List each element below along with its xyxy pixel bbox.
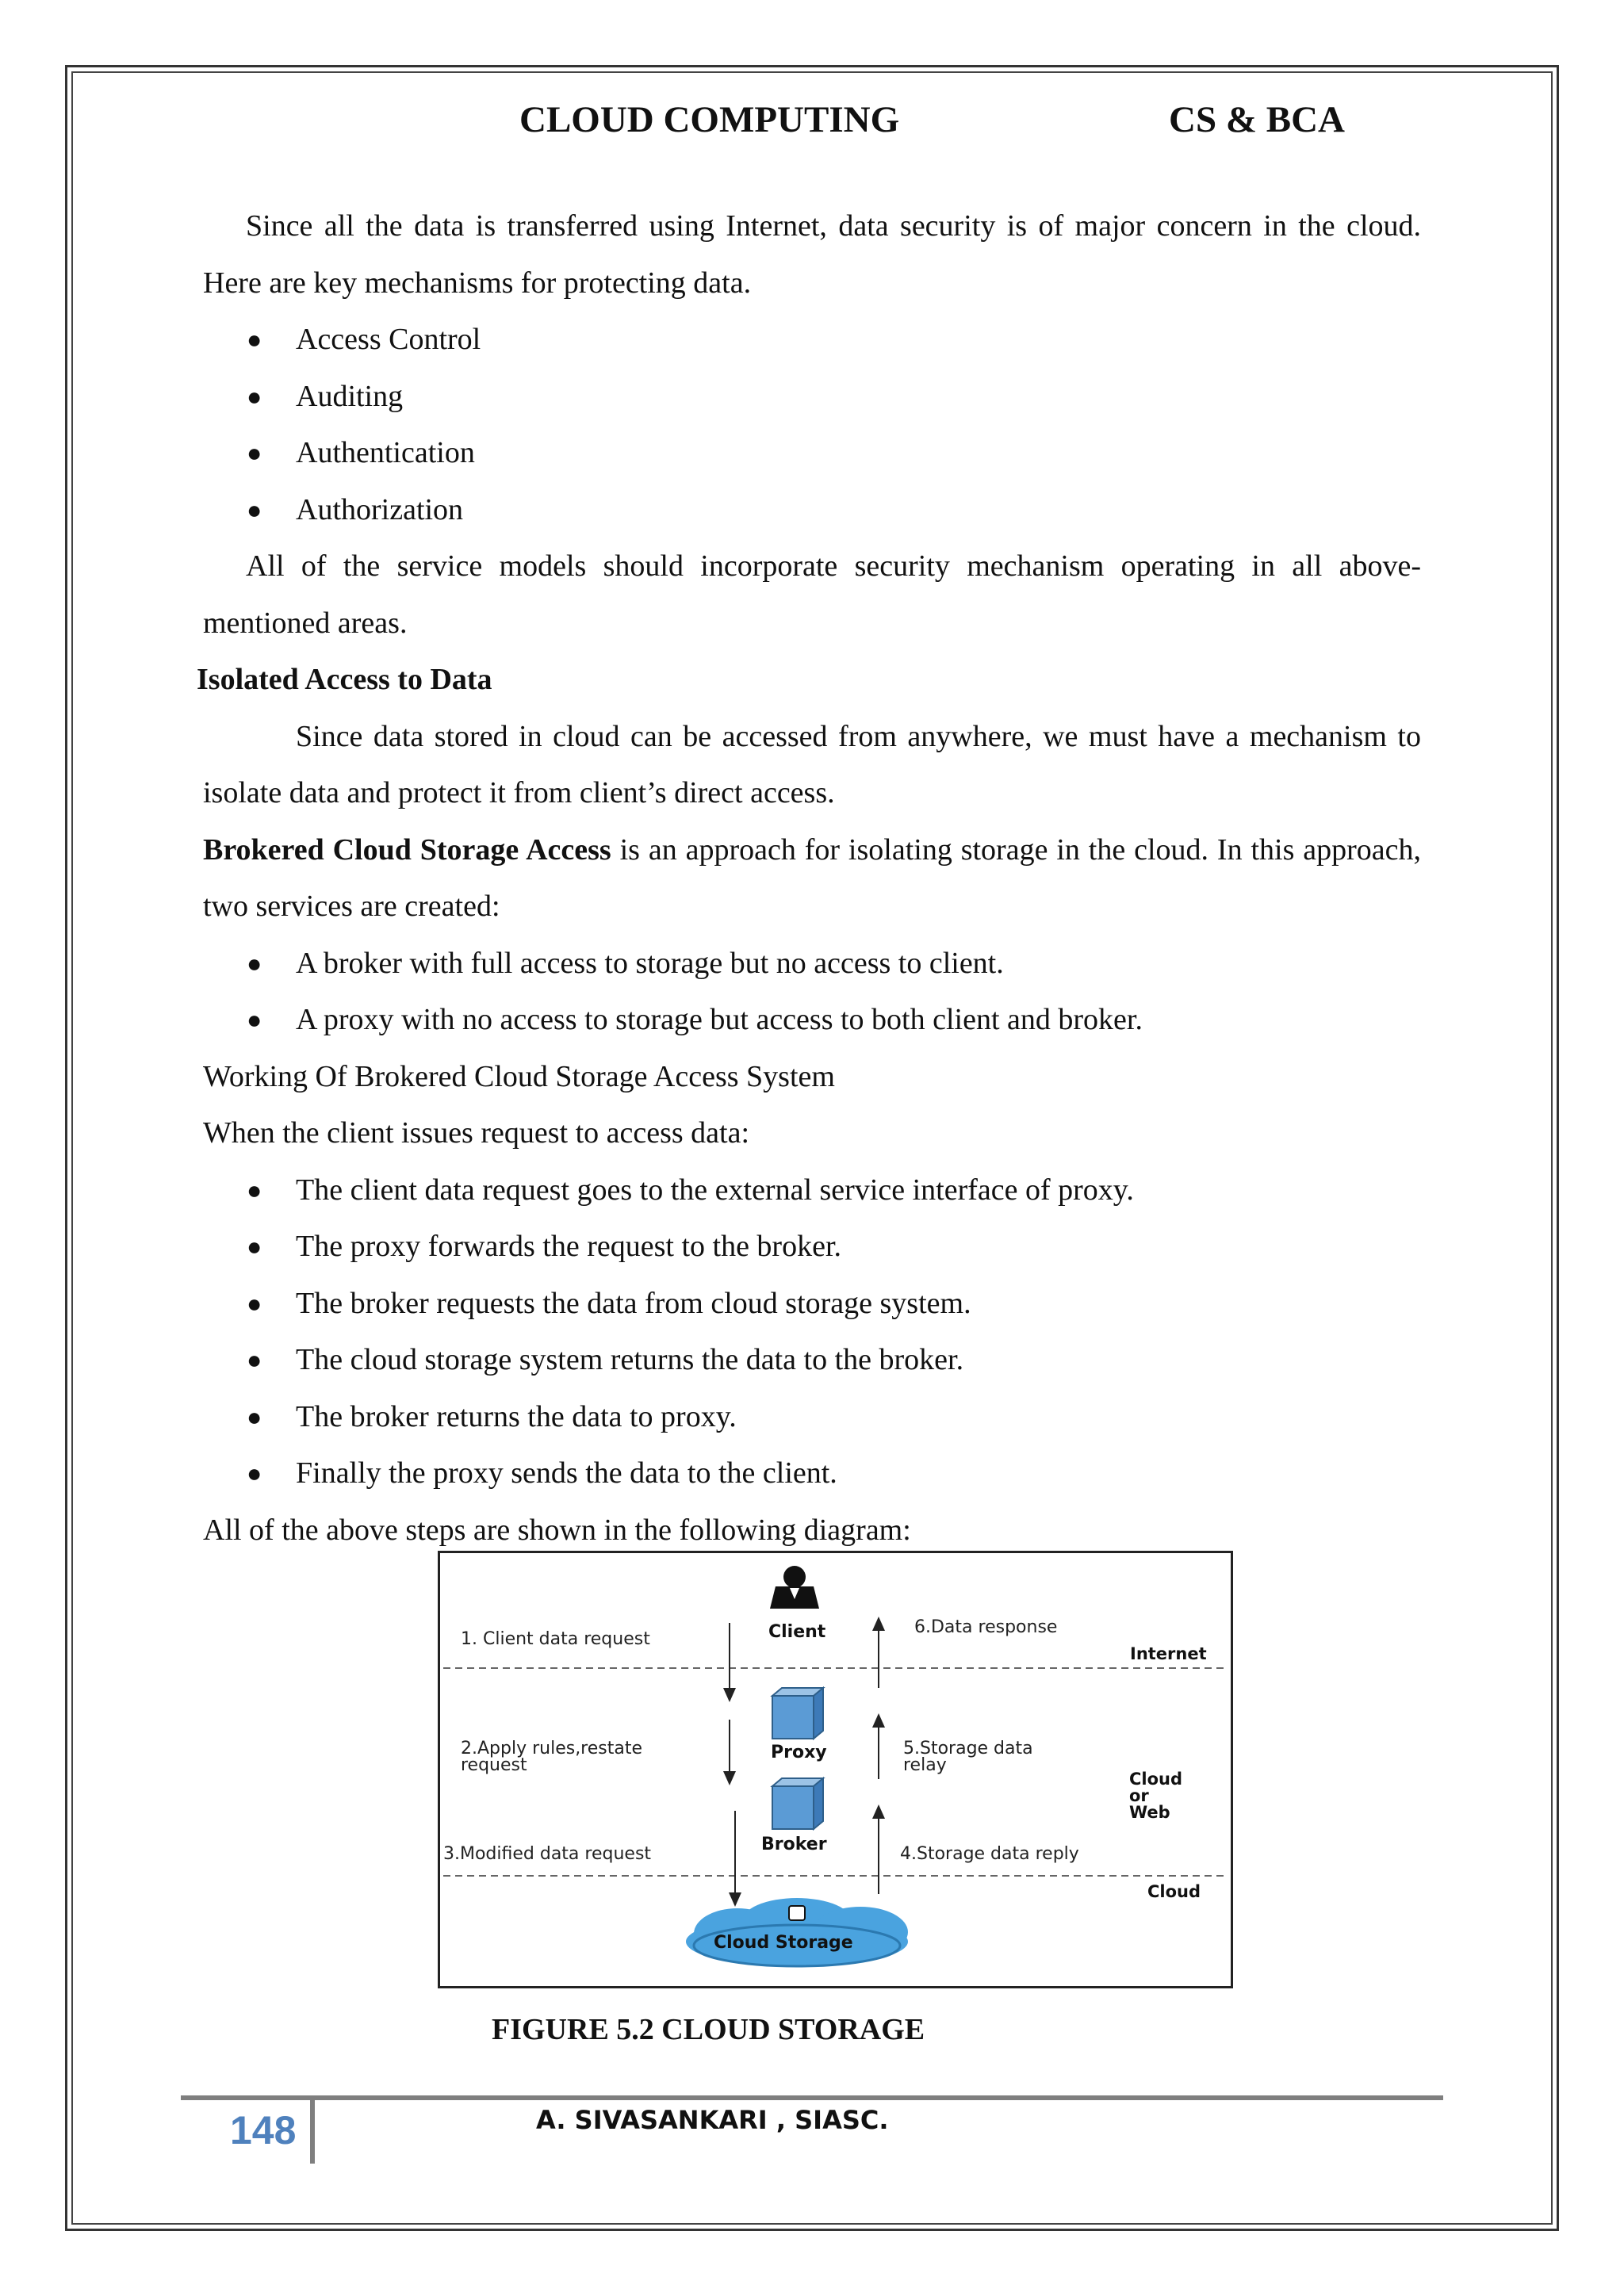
- zone-cloud-label: Cloud: [1147, 1882, 1201, 1901]
- header-course: CS & BCA: [1169, 99, 1345, 140]
- proxy-label: Proxy: [771, 1743, 827, 1762]
- list-item: ● Authorization: [247, 492, 464, 526]
- client-request-line: When the client issues request to access data:: [203, 1116, 750, 1150]
- mechanism-list: [203, 312, 1421, 538]
- list-item: ● Access Control: [247, 323, 481, 356]
- cloud-storage-diagram: [438, 1551, 1233, 1988]
- step-2-label-cont: request: [461, 1755, 527, 1775]
- footer-rule: [181, 2095, 1443, 2100]
- list-item: ● Finally the proxy sends the data to the client.: [247, 1456, 837, 1490]
- list-item: ● The broker requests the data from cloud storage system.: [247, 1286, 971, 1320]
- zone-cloud-web-label-3: Web: [1129, 1803, 1170, 1822]
- diagram-intro: All of the above steps are shown in the following diagram:: [203, 1513, 911, 1547]
- step-5-label: 5.Storage data: [903, 1739, 1033, 1758]
- section-heading: Isolated Access to Data: [197, 663, 492, 696]
- steps-list: [203, 1162, 1421, 1502]
- working-heading: Working Of Brokered Cloud Storage Access System: [203, 1059, 835, 1093]
- list-item: ● The broker returns the data to proxy.: [247, 1399, 737, 1433]
- broker-server-icon: [772, 1778, 823, 1829]
- service-models-paragraph: All of the service models should incorporate security mechanism operating in all above-mentioned areas.: [203, 549, 1421, 640]
- list-item: ● The cloud storage system returns the data to the broker.: [247, 1343, 964, 1376]
- step-2-label: 2.Apply rules,restate: [461, 1739, 643, 1758]
- page-number: 148: [230, 2108, 297, 2152]
- list-item: ● A proxy with no access to storage but access to both client and broker.: [247, 1003, 1143, 1036]
- page-header: [0, 98, 1624, 146]
- header-title: CLOUD COMPUTING: [519, 99, 900, 140]
- step-5-label-cont: relay: [903, 1755, 947, 1775]
- cloud-storage-label: Cloud Storage: [714, 1933, 853, 1953]
- broker-label: Broker: [761, 1835, 827, 1854]
- step-1-label: 1. Client data request: [461, 1629, 650, 1649]
- footer-author: A. SIVASANKARI , SIASC.: [536, 2105, 889, 2135]
- client-icon: [770, 1566, 819, 1609]
- proxy-server-icon: [772, 1688, 823, 1739]
- brokered-paragraph: Brokered Cloud Storage Access is an approach for isolating storage in the cloud. In this approach, two services are created:: [203, 832, 1422, 923]
- main-content: [197, 198, 1422, 1559]
- step-3-label: 3.Modified data request: [443, 1844, 652, 1864]
- brokered-term: Brokered Cloud Storage Access: [203, 832, 611, 867]
- intro-paragraph: Since all the data is transferred using Internet, data security is of major concern in the cloud. Here are key mechanisms for protecting data.: [203, 209, 1421, 300]
- zone-internet-label: Internet: [1130, 1644, 1207, 1663]
- step-4-label: 4.Storage data reply: [900, 1844, 1079, 1864]
- list-item: ● Auditing: [247, 379, 404, 413]
- zone-cloud-web-label-2: or: [1129, 1786, 1149, 1805]
- figure-caption: FIGURE 5.2 CLOUD STORAGE: [492, 2013, 925, 2046]
- zone-cloud-web-label-1: Cloud: [1129, 1770, 1183, 1789]
- services-list: [203, 936, 1421, 1049]
- list-item: ● The proxy forwards the request to the broker.: [247, 1230, 842, 1263]
- list-item: ● A broker with full access to storage but no access to client.: [247, 946, 1004, 980]
- list-item: ● Authentication: [247, 436, 475, 469]
- client-label: Client: [768, 1622, 826, 1642]
- isolated-paragraph: Since data stored in cloud can be accessed from anywhere, we must have a mechanism to isolate data and protect it from client’s direct access.: [203, 719, 1421, 809]
- footer-divider: [310, 2100, 315, 2164]
- step-6-label: 6.Data response: [914, 1617, 1058, 1637]
- list-item: ● The client data request goes to the external service interface of proxy.: [247, 1173, 1134, 1207]
